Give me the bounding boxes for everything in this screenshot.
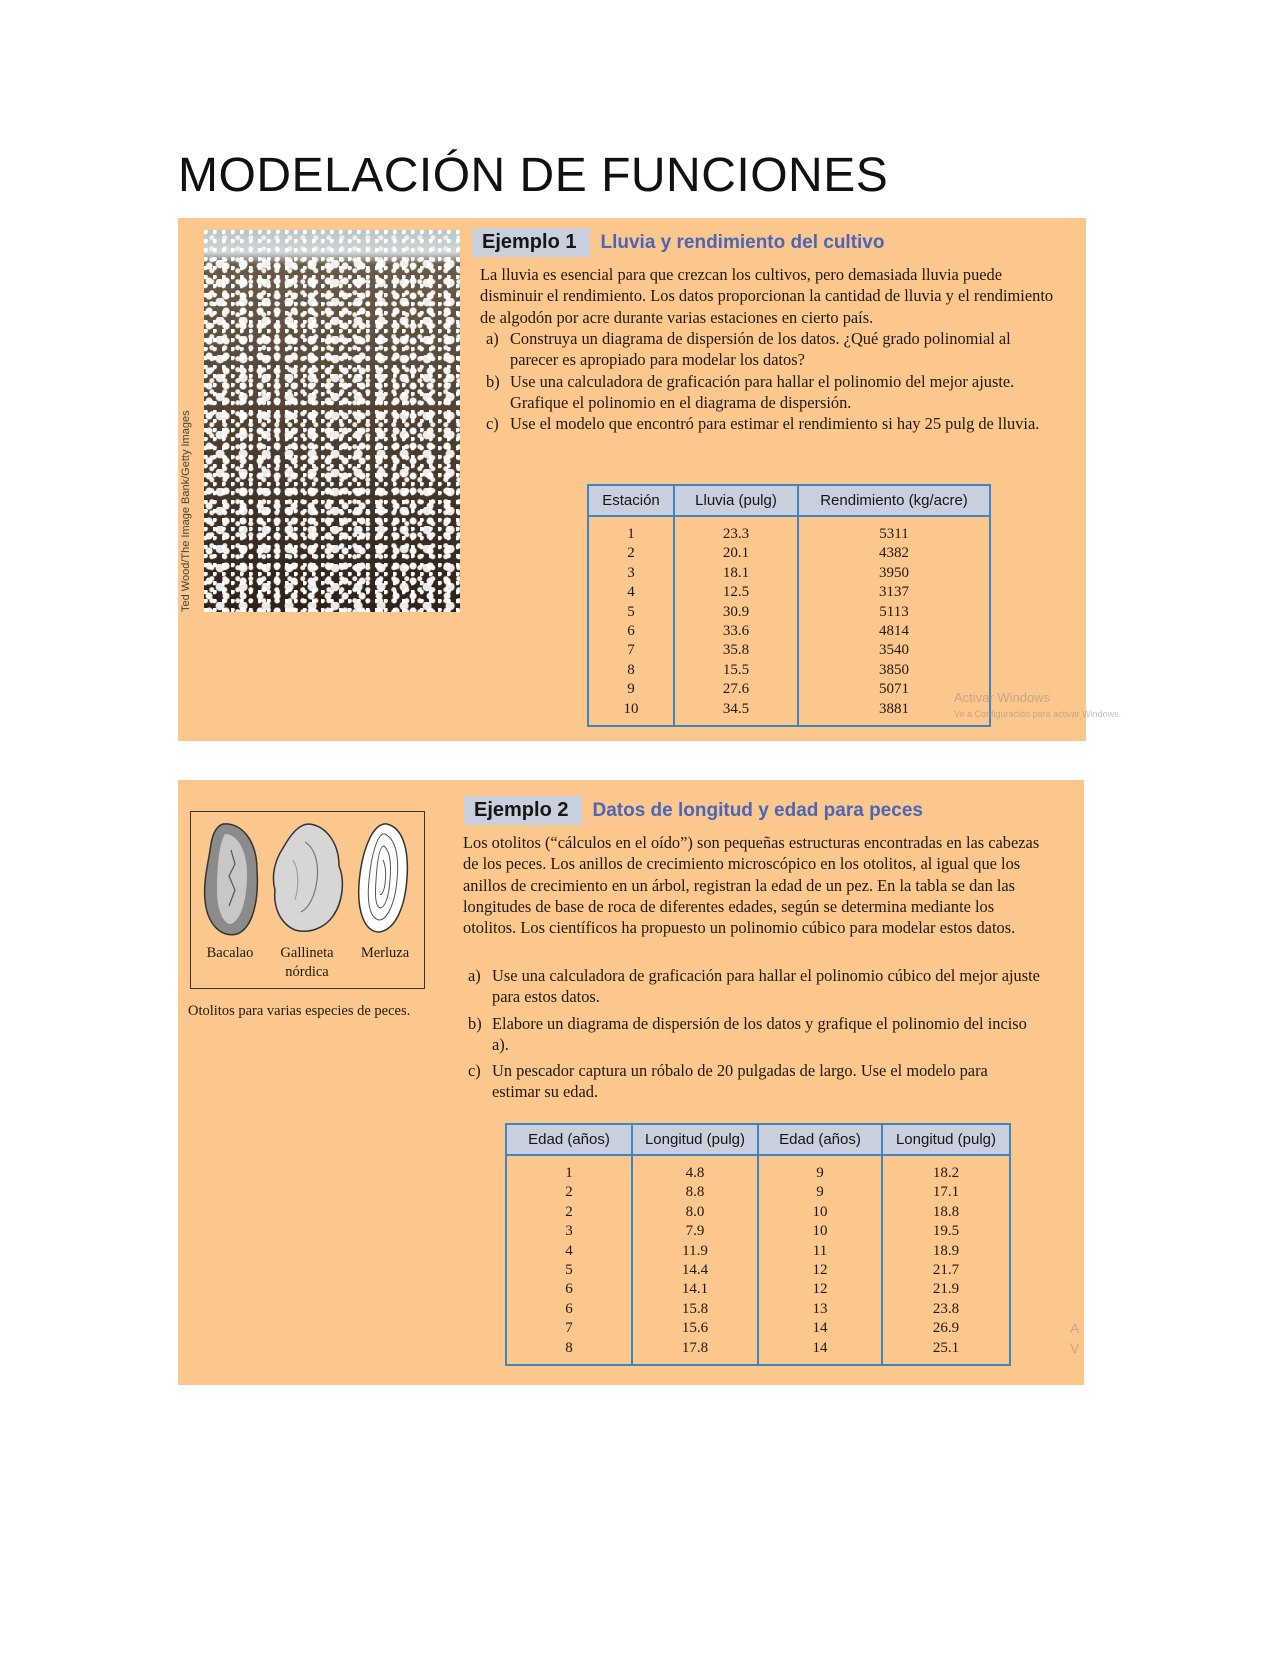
table-cell: 2 (565, 1184, 573, 1201)
table-cell: 9 (816, 1165, 824, 1181)
table-cell: 3 (627, 564, 635, 581)
table-cell: 3540 (879, 642, 909, 659)
table-column (588, 516, 674, 726)
table-header: Longitud (pulg) (632, 1124, 758, 1155)
table-cell: 10 (812, 1203, 828, 1220)
table-cell: 19.5 (932, 1223, 960, 1240)
rainfall-yield-table (587, 484, 991, 727)
example-2-heading (464, 796, 923, 825)
otolith-label-line: Bacalao (206, 945, 254, 961)
item-text: Elabore un diagrama de dispersión de los datos y grafique el polinomio del inciso a). (492, 1013, 1027, 1054)
list-item (468, 1060, 1040, 1103)
table-cell: 15.6 (681, 1320, 709, 1337)
table-cell: 3137 (879, 584, 909, 601)
example-1-heading (472, 228, 884, 257)
table-cell: 12.5 (722, 584, 750, 601)
item-text: Use una calculadora de graficación para hallar el polinomio del mejor ajuste. Grafique el polinomio en el diagrama de dispersión. (510, 371, 1015, 412)
table-column (632, 1155, 758, 1365)
table-cell: 20.1 (722, 545, 750, 562)
photo-credit: Ted Wood/The Image Bank/Getty Images (180, 410, 192, 612)
otolith-label-redfish (269, 944, 345, 982)
table-column (798, 516, 990, 726)
table-cell: 4 (565, 1242, 573, 1259)
example-1-title: Lluvia y rendimiento del cultivo (600, 231, 885, 253)
table-cell: 23.8 (932, 1300, 960, 1317)
table-cell: 2 (565, 1203, 573, 1220)
example-2-items (468, 965, 1040, 1103)
table-cell: 8.0 (685, 1203, 705, 1220)
list-item (486, 371, 1042, 414)
table-cell: 6 (565, 1300, 573, 1317)
table-column (882, 1155, 1010, 1365)
table-cell: 3 (565, 1223, 573, 1240)
list-item (468, 965, 1040, 1008)
fish-length-age-table (505, 1123, 1011, 1366)
table-cell: 17.1 (932, 1184, 960, 1201)
example-1-panel (178, 218, 1122, 741)
item-text: Un pescador captura un róbalo de 20 pulgadas de largo. Use el modelo para estimar su edad. (492, 1061, 988, 1102)
table-column (758, 1155, 882, 1365)
item-label: a) (468, 966, 481, 985)
table-cell: 12 (812, 1262, 828, 1279)
table-cell: 8 (565, 1339, 573, 1356)
otolith-label-line: nórdica (285, 964, 329, 980)
table-cell: 21.7 (932, 1262, 960, 1279)
table-cell: 5 (565, 1262, 573, 1279)
table-cell: 1 (627, 526, 635, 542)
redfish-otolith-icon (269, 820, 347, 938)
item-label: c) (486, 414, 499, 434)
table-cell: 7.9 (685, 1223, 705, 1240)
table-cell: 10 (623, 700, 639, 717)
table-cell: 15.8 (681, 1300, 709, 1317)
table-cell: 21.9 (932, 1281, 960, 1298)
table-cell: 10 (812, 1223, 828, 1240)
table-cell: 25.1 (932, 1339, 960, 1356)
otolith-label-line: Merluza (360, 945, 410, 961)
table-cell: 8.8 (685, 1184, 705, 1201)
table-cell: 14.1 (681, 1281, 709, 1298)
cod-otolith-icon (201, 820, 261, 938)
item-text: Use una calculadora de graficación para hallar el polinomio cúbico del mejor ajuste para estos datos. (492, 966, 1040, 1007)
table-cell: 26.9 (932, 1320, 960, 1337)
table-cell: 5113 (879, 603, 909, 620)
table-cell: 3850 (879, 661, 909, 678)
table-cell: 30.9 (722, 603, 750, 620)
table-cell: 23.3 (722, 526, 750, 542)
table-cell: 5071 (879, 681, 909, 698)
table-cell: 12 (812, 1281, 828, 1298)
example-2-intro: Los otolitos (“cálculos en el oído”) son pequeñas estructuras encontradas en las cabezas de los peces. Los anillos de crecimiento microscópico en los otolitos, al igual que los anillos de crecimiento en un árbol, registran la edad de un pez. En la tabla se dan las longitudes de base de roca de diferentes edades, según se determina mediante los otolitos. Los científicos ha propuesto un polinomio cúbico para modelar estos datos. (463, 833, 1040, 938)
table-cell: 14 (812, 1339, 828, 1356)
table-header: Rendimiento (kg/acre) (798, 485, 990, 516)
item-text: Construya un diagrama de dispersión de los datos. ¿Qué grado polinomial al parecer es apropiado para modelar los datos? (510, 329, 1011, 370)
table-cell: 18.2 (932, 1165, 960, 1181)
table-header: Estación (588, 485, 674, 516)
example-1-items (486, 328, 1042, 434)
item-text: Use el modelo que encontró para estimar el rendimiento si hay 25 pulg de lluvia. (510, 414, 1040, 434)
figure-caption: Otolitos para varias especies de peces. (188, 1003, 411, 1019)
item-label: b) (468, 1013, 482, 1033)
item-label: c) (468, 1061, 481, 1081)
item-label: b) (486, 371, 500, 391)
table-cell: 27.6 (722, 681, 750, 698)
table-cell: 9 (627, 681, 635, 698)
watermark-line-2: Ve a Configuración para activar Windows. (954, 709, 1122, 719)
table-header: Edad (años) (506, 1124, 632, 1155)
table-cell: 14 (812, 1320, 828, 1337)
otolith-label-line: Gallineta (280, 945, 334, 961)
table-cell: 4382 (879, 545, 909, 562)
table-cell: 33.6 (722, 623, 750, 640)
table-header: Edad (años) (758, 1124, 882, 1155)
table-cell: 13 (812, 1300, 828, 1317)
watermark-line-1: A (1070, 1320, 1080, 1336)
cotton-field-photo (204, 230, 460, 612)
table-cell: 4.8 (685, 1165, 705, 1181)
table-cell: 15.5 (722, 661, 750, 678)
table-cell: 5 (627, 603, 635, 620)
table-cell: 11 (812, 1242, 828, 1259)
example-2-panel (178, 780, 1084, 1385)
table-cell: 18.8 (932, 1203, 960, 1220)
table-cell: 14.4 (681, 1262, 709, 1279)
table-cell: 9 (816, 1184, 824, 1201)
table-cell: 6 (627, 623, 635, 640)
table-cell: 3950 (879, 564, 909, 581)
example-1-intro: La lluvia es esencial para que crezcan los cultivos, pero demasiada lluvia puede disminuir el rendimiento. Los datos proporcionan la cantidad de lluvia y el rendimiento de algodón por acre durante varias estaciones en cierto país. (480, 265, 1054, 327)
watermark-line-2: V (1070, 1340, 1080, 1356)
watermark-line-1: Activar Windows (954, 690, 1051, 705)
table-cell: 2 (627, 545, 635, 562)
table-cell: 8 (627, 661, 635, 678)
otolith-figure (190, 811, 425, 989)
table-cell: 3881 (879, 700, 909, 717)
table-cell: 4 (627, 584, 635, 601)
otolith-label-hake (353, 944, 417, 963)
page-title: MODELACIÓN DE FUNCIONES (178, 149, 889, 202)
table-cell: 5311 (879, 526, 909, 542)
table-cell: 6 (565, 1281, 573, 1298)
list-item (486, 413, 1042, 434)
table-cell: 7 (627, 642, 635, 659)
item-label: a) (486, 329, 499, 348)
table-header: Lluvia (pulg) (674, 485, 798, 516)
example-2-title: Datos de longitud y edad para peces (592, 799, 923, 821)
list-item (468, 1013, 1040, 1056)
list-item (486, 328, 1042, 371)
table-cell: 17.8 (681, 1339, 709, 1356)
table-cell: 18.9 (932, 1242, 960, 1259)
table-cell: 1 (565, 1165, 573, 1181)
table-cell: 35.8 (722, 642, 750, 659)
example-1-badge: Ejemplo 1 (472, 228, 590, 257)
table-column (674, 516, 798, 726)
table-header: Longitud (pulg) (882, 1124, 1010, 1155)
table-cell: 11.9 (682, 1242, 708, 1259)
table-cell: 34.5 (722, 700, 750, 717)
table-cell: 18.1 (722, 564, 750, 581)
table-column (506, 1155, 632, 1365)
otolith-label-cod (199, 944, 261, 963)
table-cell: 7 (565, 1320, 573, 1337)
hake-otolith-icon (353, 820, 413, 938)
table-cell: 4814 (879, 623, 909, 640)
example-2-badge: Ejemplo 2 (464, 796, 582, 825)
